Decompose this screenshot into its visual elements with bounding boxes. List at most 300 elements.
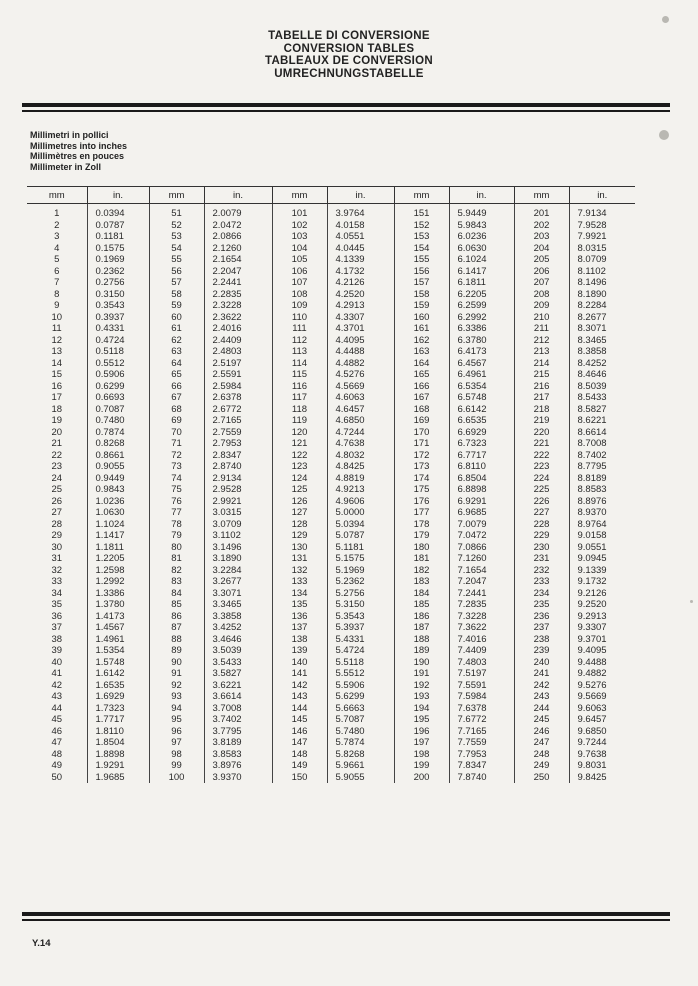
mm-cell: 170 [394, 427, 449, 439]
inch-cell: 2.0866 [204, 231, 272, 243]
mm-cell: 52 [149, 220, 204, 232]
top-rule-thick [22, 103, 670, 107]
mm-cell: 209 [514, 300, 569, 312]
mm-cell: 98 [149, 749, 204, 761]
mm-cell: 145 [272, 714, 327, 726]
inch-cell: 8.8189 [569, 473, 635, 485]
inch-cell: 2.9921 [204, 496, 272, 508]
mm-cell: 110 [272, 312, 327, 324]
mm-cell: 4 [54, 242, 60, 254]
mm-cell: 111 [272, 323, 327, 335]
mm-cell: 185 [394, 599, 449, 611]
header-in: in. [327, 187, 394, 204]
mm-cell: 19 [51, 415, 63, 426]
mm-cell: 218 [514, 404, 569, 416]
mm-cell: 70 [149, 427, 204, 439]
mm-cell: 32 [51, 564, 63, 576]
inch-cell: 1.8110 [87, 726, 149, 738]
table-row [27, 576, 635, 588]
inch-cell: 9.7638 [569, 749, 635, 761]
inch-cell: 3.9764 [327, 204, 394, 220]
mm-cell: 109 [272, 300, 327, 312]
inch-cell: 8.7402 [569, 450, 635, 462]
mm-cell: 24 [51, 472, 63, 484]
mm-cell: 181 [394, 553, 449, 565]
mm-cell: 221 [514, 438, 569, 450]
inch-cell: 0.1575 [87, 243, 149, 255]
inch-cell: 7.2835 [449, 599, 514, 611]
inch-cell: 5.7874 [327, 737, 394, 749]
inch-cell: 9.2520 [569, 599, 635, 611]
mm-cell: 104 [272, 243, 327, 255]
inch-cell: 7.7165 [449, 726, 514, 738]
mm-cell: 38 [51, 633, 63, 645]
mm-cell: 127 [272, 507, 327, 519]
inch-cell: 0.8268 [87, 438, 149, 450]
mm-cell: 95 [149, 714, 204, 726]
inch-cell: 7.6378 [449, 703, 514, 715]
mm-cell: 147 [272, 737, 327, 749]
subtitle-de: Millimeter in Zoll [30, 161, 102, 172]
mm-cell: 236 [514, 611, 569, 623]
inch-cell: 1.1417 [87, 530, 149, 542]
title-en: CONVERSION TABLES [283, 42, 415, 55]
mm-cell: 93 [149, 691, 204, 703]
inch-cell: 4.2126 [327, 277, 394, 289]
mm-cell: 79 [149, 530, 204, 542]
inch-cell: 4.0551 [327, 231, 394, 243]
mm-cell: 21 [51, 438, 63, 449]
inch-cell: 8.9370 [569, 507, 635, 519]
inch-cell: 9.3701 [569, 634, 635, 646]
inch-cell: 6.3386 [449, 323, 514, 335]
mm-cell: 139 [272, 645, 327, 657]
inch-cell: 7.1260 [449, 553, 514, 565]
mm-cell: 87 [149, 622, 204, 634]
inch-cell: 2.6772 [204, 404, 272, 416]
inch-cell: 4.1339 [327, 254, 394, 266]
mm-cell: 103 [272, 231, 327, 243]
mm-cell: 248 [514, 749, 569, 761]
header-in: in. [87, 187, 149, 204]
inch-cell: 7.0472 [449, 530, 514, 542]
inch-cell: 4.6850 [327, 415, 394, 427]
subtitle-fr: Millimètres en pouces [30, 151, 125, 161]
top-rule-thin [22, 110, 670, 112]
inch-cell: 7.9921 [569, 231, 635, 243]
mm-cell: 41 [51, 668, 63, 679]
mm-cell: 99 [149, 760, 204, 772]
inch-cell: 5.1181 [327, 542, 394, 554]
inch-cell: 9.0551 [569, 542, 635, 554]
inch-cell: 7.4803 [449, 657, 514, 669]
mm-cell: 226 [514, 496, 569, 508]
inch-cell: 8.5433 [569, 392, 635, 404]
inch-cell: 3.8976 [204, 760, 272, 772]
table-row [27, 507, 635, 519]
inch-cell: 5.2756 [327, 588, 394, 600]
mm-cell: 60 [149, 312, 204, 324]
mm-cell: 16 [51, 380, 63, 392]
inch-cell: 9.5669 [569, 691, 635, 703]
inch-cell: 7.3622 [449, 622, 514, 634]
table-row [27, 657, 635, 669]
inch-cell: 6.2205 [449, 289, 514, 301]
inch-cell: 6.2992 [449, 312, 514, 324]
inch-cell: 6.1417 [449, 266, 514, 278]
mm-cell: 146 [272, 726, 327, 738]
mm-cell: 178 [394, 519, 449, 531]
inch-cell: 2.4803 [204, 346, 272, 358]
mm-cell: 78 [149, 519, 204, 531]
inch-cell: 1.8898 [87, 749, 149, 761]
inch-cell: 8.2284 [569, 300, 635, 312]
mm-cell: 195 [394, 714, 449, 726]
inch-cell: 7.6772 [449, 714, 514, 726]
mm-cell: 234 [514, 588, 569, 600]
mm-cell: 239 [514, 645, 569, 657]
inch-cell: 9.4882 [569, 668, 635, 680]
inch-cell: 5.9055 [327, 772, 394, 784]
mm-cell: 112 [272, 335, 327, 347]
table-row [27, 726, 635, 738]
inch-cell: 3.5039 [204, 645, 272, 657]
table-row [27, 645, 635, 657]
inch-cell: 4.2520 [327, 289, 394, 301]
table-row [27, 611, 635, 623]
inch-cell: 6.0236 [449, 231, 514, 243]
inch-cell: 2.9134 [204, 473, 272, 485]
mm-cell: 229 [514, 530, 569, 542]
inch-cell: 9.2913 [569, 611, 635, 623]
table-row [27, 553, 635, 565]
inch-cell: 6.7323 [449, 438, 514, 450]
inch-cell: 1.5354 [87, 645, 149, 657]
inch-cell: 1.4567 [87, 622, 149, 634]
mm-cell: 190 [394, 657, 449, 669]
mm-cell: 168 [394, 404, 449, 416]
inch-cell: 7.2047 [449, 576, 514, 588]
inch-cell: 6.6929 [449, 427, 514, 439]
inch-cell: 9.8425 [569, 772, 635, 784]
mm-cell: 28 [51, 518, 63, 530]
inch-cell: 5.0394 [327, 519, 394, 531]
mm-cell: 43 [51, 691, 63, 702]
mm-cell: 39 [51, 645, 63, 656]
mm-cell: 159 [394, 300, 449, 312]
inch-cell: 2.5591 [204, 369, 272, 381]
inch-cell: 1.7323 [87, 703, 149, 715]
table-row [27, 680, 635, 692]
table-row [27, 772, 635, 784]
mm-cell: 69 [149, 415, 204, 427]
inch-cell: 9.4488 [569, 657, 635, 669]
mm-cell: 58 [149, 289, 204, 301]
inch-cell: 2.1260 [204, 243, 272, 255]
mm-cell: 125 [272, 484, 327, 496]
inch-cell: 5.5906 [327, 680, 394, 692]
inch-cell: 5.3543 [327, 611, 394, 623]
mm-cell: 117 [272, 392, 327, 404]
inch-cell: 1.9291 [87, 760, 149, 772]
inch-cell: 4.4882 [327, 358, 394, 370]
inch-cell: 6.8898 [449, 484, 514, 496]
bottom-rule-thick [22, 912, 670, 916]
inch-cell: 9.6457 [569, 714, 635, 726]
mm-cell: 7 [54, 277, 60, 288]
table-row [27, 415, 635, 427]
inch-cell: 2.8740 [204, 461, 272, 473]
mm-cell: 128 [272, 519, 327, 531]
inch-cell: 4.0158 [327, 220, 394, 232]
inch-cell: 3.6614 [204, 691, 272, 703]
inch-cell: 7.5197 [449, 668, 514, 680]
mm-cell: 67 [149, 392, 204, 404]
inch-cell: 1.6142 [87, 668, 149, 680]
mm-cell: 158 [394, 289, 449, 301]
inch-cell: 3.7795 [204, 726, 272, 738]
mm-cell: 152 [394, 220, 449, 232]
inch-cell: 5.0000 [327, 507, 394, 519]
table-row [27, 588, 635, 600]
inch-cell: 2.3228 [204, 300, 272, 312]
mm-cell: 224 [514, 473, 569, 485]
mm-cell: 189 [394, 645, 449, 657]
mm-cell: 243 [514, 691, 569, 703]
mm-cell: 182 [394, 565, 449, 577]
mm-cell: 223 [514, 461, 569, 473]
mm-cell: 44 [51, 702, 63, 714]
mm-cell: 133 [272, 576, 327, 588]
mm-cell: 206 [514, 266, 569, 278]
inch-cell: 1.4961 [87, 634, 149, 646]
mm-cell: 100 [149, 772, 204, 784]
mm-cell: 150 [272, 772, 327, 784]
mm-cell: 130 [272, 542, 327, 554]
inch-cell: 0.4724 [87, 335, 149, 347]
inch-cell: 5.3150 [327, 599, 394, 611]
inch-cell: 3.8189 [204, 737, 272, 749]
inch-cell: 6.4567 [449, 358, 514, 370]
mm-cell: 8 [54, 288, 60, 300]
inch-cell: 4.4095 [327, 335, 394, 347]
inch-cell: 9.6063 [569, 703, 635, 715]
inch-cell: 0.2756 [87, 277, 149, 289]
inch-cell: 1.0630 [87, 507, 149, 519]
inch-cell: 5.9449 [449, 204, 514, 220]
inch-cell: 1.0236 [87, 496, 149, 508]
mm-cell: 3 [54, 231, 60, 242]
inch-cell: 0.9843 [87, 484, 149, 496]
inch-cell: 5.6663 [327, 703, 394, 715]
inch-cell: 5.5512 [327, 668, 394, 680]
mm-cell: 1 [54, 208, 60, 219]
table-row [27, 427, 635, 439]
table-row [27, 335, 635, 347]
mm-cell: 211 [514, 323, 569, 335]
mm-cell: 62 [149, 335, 204, 347]
inch-cell: 6.9291 [449, 496, 514, 508]
mm-cell: 102 [272, 220, 327, 232]
mm-cell: 208 [514, 289, 569, 301]
inch-cell: 2.8347 [204, 450, 272, 462]
mm-cell: 36 [51, 610, 63, 622]
inch-cell: 7.7953 [449, 749, 514, 761]
mm-cell: 205 [514, 254, 569, 266]
mm-cell: 216 [514, 381, 569, 393]
header-in: in. [449, 187, 514, 204]
inch-cell: 3.8583 [204, 749, 272, 761]
inch-cell: 2.7953 [204, 438, 272, 450]
mm-cell: 124 [272, 473, 327, 485]
mm-cell: 137 [272, 622, 327, 634]
inch-cell: 2.1654 [204, 254, 272, 266]
mm-cell: 225 [514, 484, 569, 496]
inch-cell: 8.4646 [569, 369, 635, 381]
table-row [27, 542, 635, 554]
mm-cell: 249 [514, 760, 569, 772]
mm-cell: 202 [514, 220, 569, 232]
mm-cell: 35 [51, 599, 63, 610]
mm-cell: 187 [394, 622, 449, 634]
inch-cell: 2.9528 [204, 484, 272, 496]
mm-cell: 172 [394, 450, 449, 462]
inch-cell: 9.0158 [569, 530, 635, 542]
inch-cell: 4.9606 [327, 496, 394, 508]
mm-cell: 10 [51, 311, 63, 323]
table-row [27, 300, 635, 312]
mm-cell: 121 [272, 438, 327, 450]
table-row [27, 369, 635, 381]
mm-cell: 198 [394, 749, 449, 761]
mm-cell: 97 [149, 737, 204, 749]
table-row [27, 484, 635, 496]
inch-cell: 3.7008 [204, 703, 272, 715]
inch-cell: 0.5512 [87, 358, 149, 370]
mm-cell: 213 [514, 346, 569, 358]
inch-cell: 5.6299 [327, 691, 394, 703]
inch-cell: 8.5827 [569, 404, 635, 416]
mm-cell: 59 [149, 300, 204, 312]
inch-cell: 4.7244 [327, 427, 394, 439]
mm-cell: 114 [272, 358, 327, 370]
mm-cell: 30 [51, 541, 63, 553]
inch-cell: 2.2047 [204, 266, 272, 278]
mm-cell: 173 [394, 461, 449, 473]
mm-cell: 165 [394, 369, 449, 381]
inch-cell: 9.8031 [569, 760, 635, 772]
inch-cell: 2.5197 [204, 358, 272, 370]
mm-cell: 228 [514, 519, 569, 531]
mm-cell: 113 [272, 346, 327, 358]
table-row [27, 404, 635, 416]
table-row [27, 496, 635, 508]
inch-cell: 9.6850 [569, 726, 635, 738]
inch-cell: 8.4252 [569, 358, 635, 370]
inch-cell: 3.9370 [204, 772, 272, 784]
inch-cell: 5.4724 [327, 645, 394, 657]
inch-cell: 0.9449 [87, 473, 149, 485]
inch-cell: 8.5039 [569, 381, 635, 393]
mm-cell: 151 [394, 204, 449, 220]
mm-cell: 46 [51, 725, 63, 737]
inch-cell: 4.6063 [327, 392, 394, 404]
inch-cell: 0.9055 [87, 461, 149, 473]
table-row [27, 599, 635, 611]
inch-cell: 9.1732 [569, 576, 635, 588]
inch-cell: 3.7402 [204, 714, 272, 726]
table-row [27, 438, 635, 450]
mm-cell: 247 [514, 737, 569, 749]
inch-cell: 1.6535 [87, 680, 149, 692]
mm-cell: 65 [149, 369, 204, 381]
inch-cell: 2.4409 [204, 335, 272, 347]
inch-cell: 5.5118 [327, 657, 394, 669]
inch-cell: 0.6299 [87, 381, 149, 393]
inch-cell: 7.8347 [449, 760, 514, 772]
mm-cell: 50 [51, 771, 63, 783]
inch-cell: 7.0079 [449, 519, 514, 531]
inch-cell: 2.0079 [204, 204, 272, 220]
table-subtitles [30, 130, 127, 172]
inch-cell: 8.7008 [569, 438, 635, 450]
mm-cell: 89 [149, 645, 204, 657]
mm-cell: 22 [51, 449, 63, 461]
inch-cell: 1.7717 [87, 714, 149, 726]
mm-cell: 161 [394, 323, 449, 335]
table-row [27, 312, 635, 324]
mm-cell: 75 [149, 484, 204, 496]
table-row [27, 461, 635, 473]
inch-cell: 3.2677 [204, 576, 272, 588]
mm-cell: 51 [149, 204, 204, 220]
inch-cell: 5.0787 [327, 530, 394, 542]
inch-cell: 3.3071 [204, 588, 272, 600]
mm-cell: 191 [394, 668, 449, 680]
paper-speck [662, 16, 669, 23]
inch-cell: 1.9685 [87, 772, 149, 784]
inch-cell: 6.9685 [449, 507, 514, 519]
header-in: in. [204, 187, 272, 204]
inch-cell: 6.6535 [449, 415, 514, 427]
inch-cell: 4.4488 [327, 346, 394, 358]
inch-cell: 7.4409 [449, 645, 514, 657]
inch-cell: 5.2362 [327, 576, 394, 588]
mm-cell: 183 [394, 576, 449, 588]
mm-cell: 20 [51, 426, 63, 438]
inch-cell: 4.8032 [327, 450, 394, 462]
inch-cell: 6.1024 [449, 254, 514, 266]
table-row [27, 231, 635, 243]
inch-cell: 2.3622 [204, 312, 272, 324]
mm-cell: 15 [51, 369, 63, 380]
inch-cell: 1.3780 [87, 599, 149, 611]
inch-cell: 7.9528 [569, 220, 635, 232]
inch-cell: 6.8504 [449, 473, 514, 485]
mm-cell: 64 [149, 358, 204, 370]
mm-cell: 55 [149, 254, 204, 266]
mm-cell: 250 [514, 772, 569, 784]
inch-cell: 2.5984 [204, 381, 272, 393]
inch-cell: 0.3937 [87, 312, 149, 324]
inch-cell: 8.2677 [569, 312, 635, 324]
mm-cell: 27 [51, 507, 63, 518]
inch-cell: 2.2441 [204, 277, 272, 289]
inch-cell: 5.8268 [327, 749, 394, 761]
inch-cell: 8.9764 [569, 519, 635, 531]
inch-cell: 0.1969 [87, 254, 149, 266]
inch-cell: 0.0787 [87, 220, 149, 232]
